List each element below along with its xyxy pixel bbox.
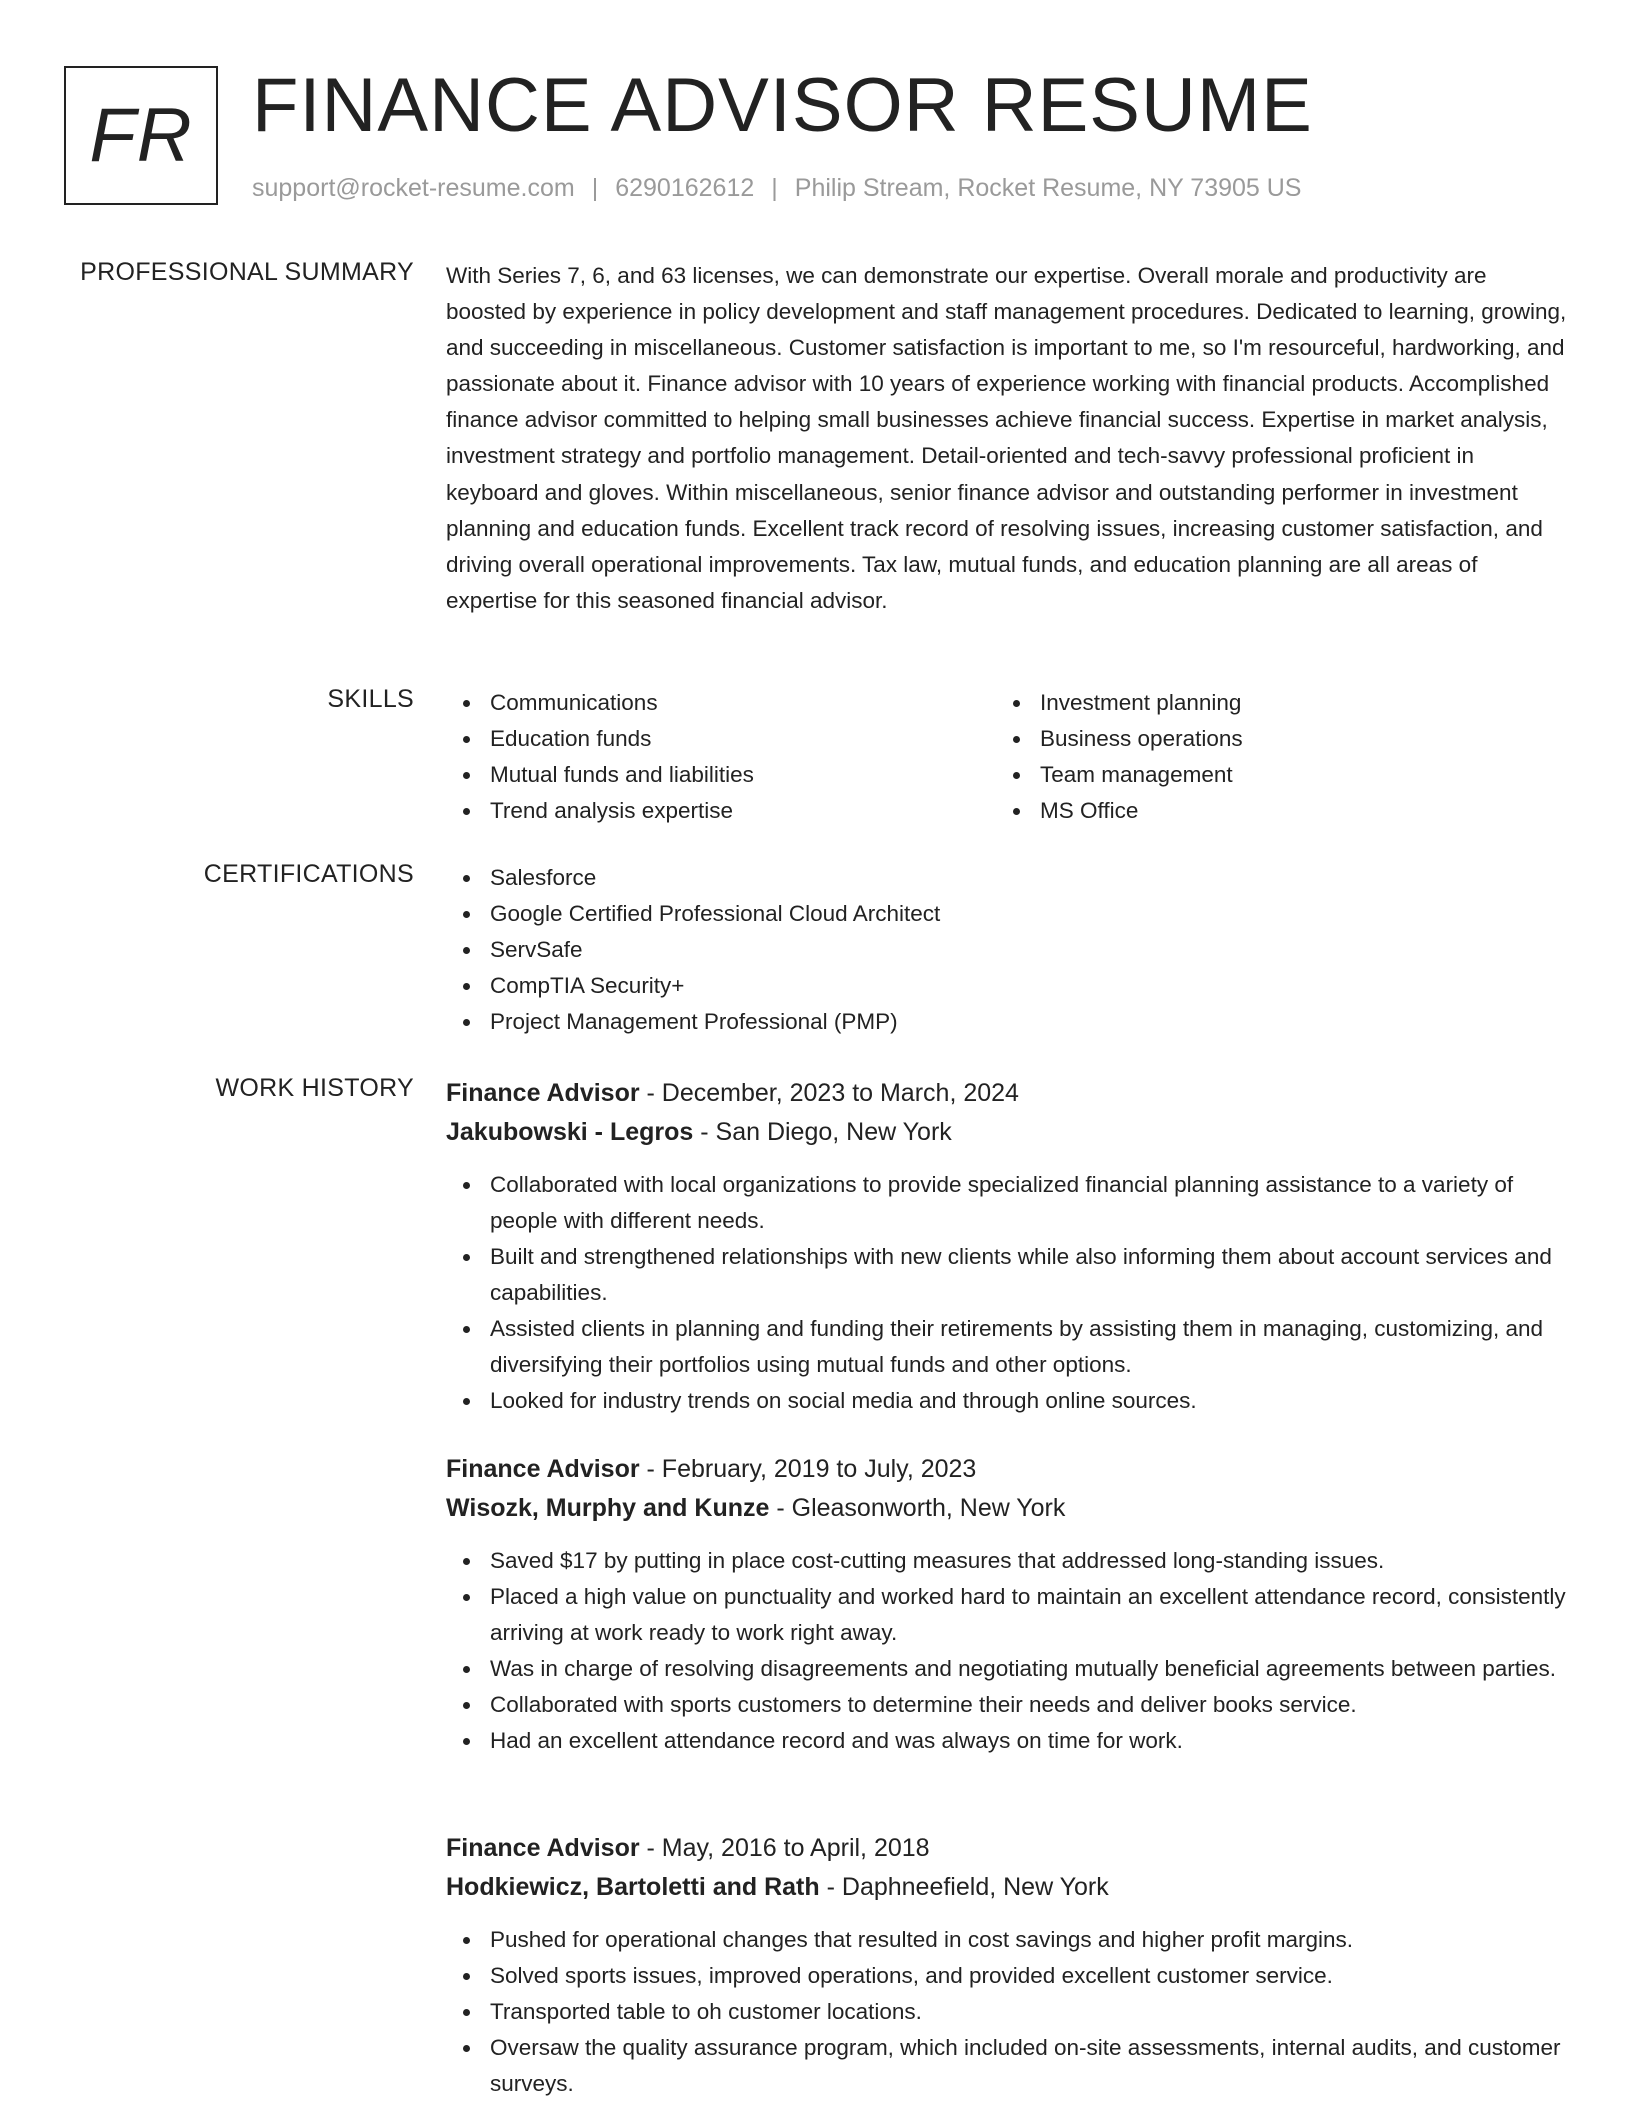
job-bullet: Collaborated with sports customers to determine their needs and deliver books service. (446, 1687, 1568, 1723)
job-company: Wisozk, Murphy and Kunze (446, 1494, 770, 1522)
job-bullet: Collaborated with local organizations to provide specialized financial planning assistance to a variety of people with different needs. (446, 1167, 1568, 1239)
job-company: Hodkiewicz, Bartoletti and Rath (446, 1873, 820, 1901)
job-bullet: Oversaw the quality assurance program, which included on-site assessments, internal audits, and customer surveys. (446, 2030, 1568, 2102)
resume-header (64, 64, 1584, 224)
job-dates: - December, 2023 to March, 2024 (639, 1079, 1019, 1107)
resume-title: FINANCE ADVISOR RESUME (252, 63, 1313, 148)
job-bullet: Transported table to oh customer locations. (446, 1994, 1568, 2030)
job-title: Finance Advisor (446, 1455, 640, 1483)
job-title-line (446, 1074, 1568, 1113)
job-bullet: Solved sports issues, improved operations, and provided excellent customer service. (446, 1958, 1568, 1994)
job-location: - San Diego, New York (693, 1118, 952, 1146)
job-bullets (446, 1543, 1568, 1759)
skill-item: Business operations (996, 721, 1546, 757)
job-dates: - February, 2019 to July, 2023 (639, 1455, 977, 1483)
contact-line (252, 174, 1301, 203)
certification-item: Google Certified Professional Cloud Architect (446, 896, 1568, 932)
certification-item: Salesforce (446, 860, 1568, 896)
job-bullet: Was in charge of resolving disagreements and negotiating mutually beneficial agreements between parties. (446, 1651, 1568, 1687)
job-bullet: Pushed for operational changes that resulted in cost savings and higher profit margins. (446, 1922, 1568, 1958)
skill-item: Education funds (446, 721, 996, 757)
contact-phone: 6290162612 (615, 174, 755, 202)
skills-right-list (996, 685, 1546, 829)
job-location: - Daphneefield, New York (819, 1873, 1109, 1901)
skill-item: MS Office (996, 793, 1546, 829)
job-entry (446, 1450, 1568, 1759)
skill-item: Communications (446, 685, 996, 721)
skills-left-list (446, 685, 996, 829)
job-title-line (446, 1450, 1568, 1489)
skill-item: Mutual funds and liabilities (446, 757, 996, 793)
job-bullet: Assisted clients in planning and funding their retirements by assisting them in managing, customizing, and diversifying their portfolios using mutual funds and other options. (446, 1311, 1568, 1383)
certification-item: Project Management Professional (PMP) (446, 1004, 1568, 1040)
skills-heading: SKILLS (327, 685, 414, 713)
summary-heading: PROFESSIONAL SUMMARY (80, 258, 414, 286)
job-title-line (446, 1829, 1568, 1868)
certification-item: ServSafe (446, 932, 1568, 968)
job-bullet: Placed a high value on punctuality and worked hard to maintain an excellent attendance record, consistently arriving at work ready to work right away. (446, 1579, 1568, 1651)
job-company-line (446, 1868, 1568, 1907)
job-title: Finance Advisor (446, 1079, 640, 1107)
monogram-logo: FR (64, 66, 218, 205)
job-entry (446, 1074, 1568, 1419)
job-company: Jakubowski - Legros (446, 1118, 694, 1146)
job-bullet: Saved $17 by putting in place cost-cutting measures that addressed long-standing issues. (446, 1543, 1568, 1579)
job-bullet: Had an excellent attendance record and was always on time for work. (446, 1723, 1568, 1759)
certifications-body (446, 860, 1568, 1040)
certifications-list (446, 860, 1568, 1040)
job-location: - Gleasonworth, New York (769, 1494, 1066, 1522)
skills-grid (446, 685, 1568, 829)
job-bullet: Looked for industry trends on social media and through online sources. (446, 1383, 1568, 1419)
certification-item: CompTIA Security+ (446, 968, 1568, 1004)
work-history-heading: WORK HISTORY (215, 1074, 414, 1102)
job-dates: - May, 2016 to April, 2018 (639, 1834, 930, 1862)
job-company-line (446, 1113, 1568, 1152)
summary-text: With Series 7, 6, and 63 licenses, we can demonstrate our expertise. Overall morale and productivity are boosted by experience in policy development and staff management procedures. Dedicated to learning, growing, and succeeding in miscellaneous. Customer satisfaction is important to me, so I'm resourceful, hardworking, and passionate about it. Finance advisor with 10 years of experience working with financial products. Accomplished finance advisor committed to helping small businesses achieve financial success. Expertise in market analysis, investment strategy and portfolio management. Detail-oriented and tech-savvy professional proficient in keyboard and gloves. Within miscellaneous, senior finance advisor and outstanding performer in investment planning and education funds. Excellent track record of resolving issues, increasing customer satisfaction, and driving overall operational improvements. Tax law, mutual funds, and education planning are all areas of expertise for this seasoned financial advisor. (446, 263, 1567, 613)
contact-separator: | (591, 174, 599, 202)
skill-item: Investment planning (996, 685, 1546, 721)
job-bullets (446, 1922, 1568, 2102)
job-bullet: Built and strengthened relationships with new clients while also informing them about account services and capabilities. (446, 1239, 1568, 1311)
contact-address: Philip Stream, Rocket Resume, NY 73905 US (794, 174, 1302, 202)
job-company-line (446, 1489, 1568, 1528)
job-entry (446, 1829, 1568, 2102)
job-title: Finance Advisor (446, 1834, 640, 1862)
contact-separator: | (771, 174, 778, 202)
contact-email: support@rocket-resume.com (252, 174, 575, 202)
skill-item: Trend analysis expertise (446, 793, 996, 829)
job-bullets (446, 1167, 1568, 1419)
certifications-heading: CERTIFICATIONS (203, 860, 414, 888)
skill-item: Team management (996, 757, 1546, 793)
